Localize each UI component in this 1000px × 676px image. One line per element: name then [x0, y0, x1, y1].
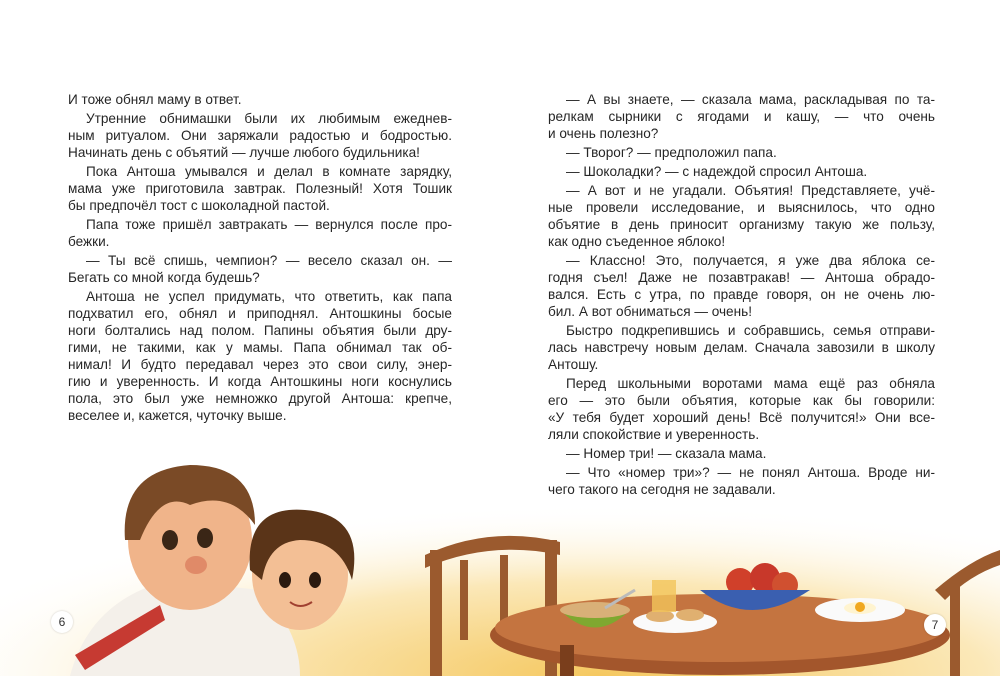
text-line: пола, это был уже немножко другой Антоша: крепче, — [68, 391, 452, 406]
text-line: ные провели исследование, и выяснилось, что одно — [548, 200, 935, 215]
text-line: как одно съеденное яблоко! — [548, 234, 726, 249]
text-line: мама уже приготовила завтрак. Полезный! Хотя Тошик — [68, 181, 452, 196]
text-line: и очень полезно? — [548, 126, 659, 141]
text-line: нимал! И будто передавал через это свои силу, энер- — [68, 357, 452, 372]
left-text-column — [68, 91, 452, 424]
text-line: ляли спокойствие и уверенность. — [548, 427, 760, 442]
text-line: гию и уверенность. И когда Антошкины ноги коснулись — [68, 374, 452, 389]
text-line: Быстро подкрепившись и собравшись, семья отправи- — [566, 323, 935, 338]
text-line: лась навстречу новым делам. Сначала завозили в школу — [548, 340, 935, 355]
text-line: чего такого на сегодня не задавали. — [548, 482, 776, 497]
text-line: И тоже обнял маму в ответ. — [68, 92, 242, 107]
text-line: Перед школьными воротами мама ещё раз обняла — [566, 376, 935, 391]
page-number-left: 6 — [51, 611, 73, 633]
text-line: его — это были объятия, которые как бы говорили: — [548, 393, 935, 408]
text-line: веселее и, кажется, чуточку выше. — [68, 408, 287, 423]
text-line: вался. Есть с утра, по правде говоря, он не очень лю- — [548, 287, 935, 302]
text-line: релкам сырники с ягодами и кашу, — что очень — [548, 109, 935, 124]
text-line: — Творог? — предположил папа. — [566, 145, 777, 160]
text-line: «У тебя будет хороший день! Всё получится!» Они все- — [548, 410, 935, 425]
text-line: Бегать со мной когда будешь? — [68, 270, 260, 285]
text-line: Антоша не успел придумать, что ответить, как папа — [86, 289, 452, 304]
page-number-right: 7 — [924, 614, 946, 636]
text-line: — Что «номер три»? — не понял Антоша. Вроде ни- — [566, 465, 935, 480]
text-line: — Шоколадки? — с надеждой спросил Антоша. — [566, 164, 868, 179]
text-line: ным ритуалом. Они заряжали радостью и бодростью. — [68, 128, 452, 143]
text-line: подхватил его, обнял и приподнял. Антошкины босые — [68, 306, 452, 321]
text-line: — А вот и не угадали. Объятия! Представляете, учё- — [566, 183, 935, 198]
text-line: бы предпочёл тост с шоколадной пастой. — [68, 198, 330, 213]
text-line: бежки. — [68, 234, 110, 249]
text-line: Папа тоже пришёл завтракать — вернулся после про- — [86, 217, 452, 232]
text-line: гими, не такими, как у мамы. Папа обнимал так об- — [68, 340, 452, 355]
text-line: бил. А вот обниматься — очень! — [548, 304, 752, 319]
right-page — [500, 0, 1000, 676]
text-line: — А вы знаете, — сказала мама, раскладывая по та- — [566, 92, 935, 107]
text-line: Антошу. — [548, 357, 599, 372]
text-line: Утренние обнимашки были их любимым ежеднев- — [86, 111, 452, 126]
text-line: Начинать день с объятий — лучше любого будильника! — [68, 145, 420, 160]
text-line: годня съел! Даже не позавтракав! — Антоша обрадо- — [548, 270, 935, 285]
text-line: — Номер три! — сказала мама. — [566, 446, 767, 461]
text-line: объятие в день приносит организму такую же пользу, — [548, 217, 935, 232]
text-line: — Классно! Это, получается, я уже два яблока се- — [566, 253, 935, 268]
right-text-column — [548, 91, 935, 498]
text-line: — Ты всё спишь, чемпион? — весело сказал он. — — [86, 253, 452, 268]
text-line: Пока Антоша умывался и делал в комнате зарядку, — [86, 164, 452, 179]
text-line: ноги болтались над полом. Папины объятия были дру- — [68, 323, 452, 338]
